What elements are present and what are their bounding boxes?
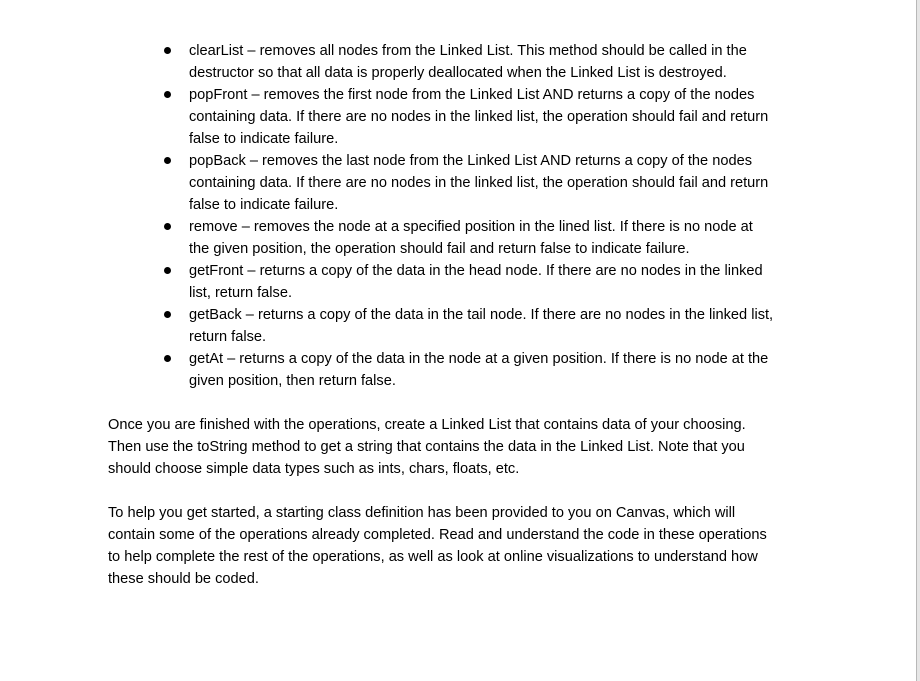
bullet-icon	[164, 157, 171, 164]
paragraph-linked-list-usage	[108, 414, 808, 480]
paragraph-line: Once you are finished with the operations, create a Linked List that contains data of your choosing.	[108, 417, 746, 433]
bullet-item-remove	[0, 216, 811, 260]
bullet-icon	[164, 267, 171, 274]
bullet-line: getAt – returns a copy of the data in the node at a given position. If there is no node at the	[189, 351, 769, 367]
bullet-line: false to indicate failure.	[189, 131, 339, 147]
bullet-line: containing data. If there are no nodes in the linked list, the operation should fail and return	[189, 109, 769, 125]
bullet-item-getfront	[0, 260, 811, 304]
bullet-item-clearlist	[0, 40, 811, 84]
bullet-line: popFront – removes the first node from the Linked List AND returns a copy of the nodes	[189, 87, 755, 103]
bullet-line: the given position, the operation should fail and return false to indicate failure.	[189, 241, 690, 257]
bullet-line: destructor so that all data is properly deallocated when the Linked List is destroyed.	[189, 65, 727, 81]
bullet-line: getFront – returns a copy of the data in the head node. If there are no nodes in the linked	[189, 263, 763, 279]
bullet-item-getback	[0, 304, 811, 348]
bullet-line: clearList – removes all nodes from the Linked List. This method should be called in the	[189, 43, 747, 59]
paragraph-getting-started	[108, 502, 808, 590]
bullet-icon	[164, 91, 171, 98]
bullet-item-popfront	[0, 84, 811, 150]
bullet-line: false to indicate failure.	[189, 197, 339, 213]
operations-bullet-list	[0, 40, 916, 392]
bullet-icon	[164, 223, 171, 230]
paragraph-line: to help complete the rest of the operations, as well as look at online visualizations to understand how	[108, 549, 758, 565]
paragraph-line: these should be coded.	[108, 571, 259, 587]
bullet-line: list, return false.	[189, 285, 293, 301]
paragraph-line: contain some of the operations already completed. Read and understand the code in these operations	[108, 527, 767, 543]
bullet-line: return false.	[189, 329, 267, 345]
bullet-line: containing data. If there are no nodes in the linked list, the operation should fail and return	[189, 175, 769, 191]
bullet-line: remove – removes the node at a specified position in the lined list. If there is no node at	[189, 219, 753, 235]
bullet-line: getBack – returns a copy of the data in the tail node. If there are no nodes in the linked list,	[189, 307, 774, 323]
bullet-icon	[164, 355, 171, 362]
paragraph-line: Then use the toString method to get a string that contains the data in the Linked List. Note that you	[108, 439, 745, 455]
bullet-item-getat	[0, 348, 811, 392]
paragraph-line: To help you get started, a starting class definition has been provided to you on Canvas, which will	[108, 505, 736, 521]
paragraph-line: should choose simple data types such as ints, chars, floats, etc.	[108, 461, 520, 477]
bullet-icon	[164, 47, 171, 54]
bullet-item-popback	[0, 150, 811, 216]
bullet-line: popBack – removes the last node from the Linked List AND returns a copy of the nodes	[189, 153, 752, 169]
bullet-line: given position, then return false.	[189, 373, 396, 389]
bullet-icon	[164, 311, 171, 318]
